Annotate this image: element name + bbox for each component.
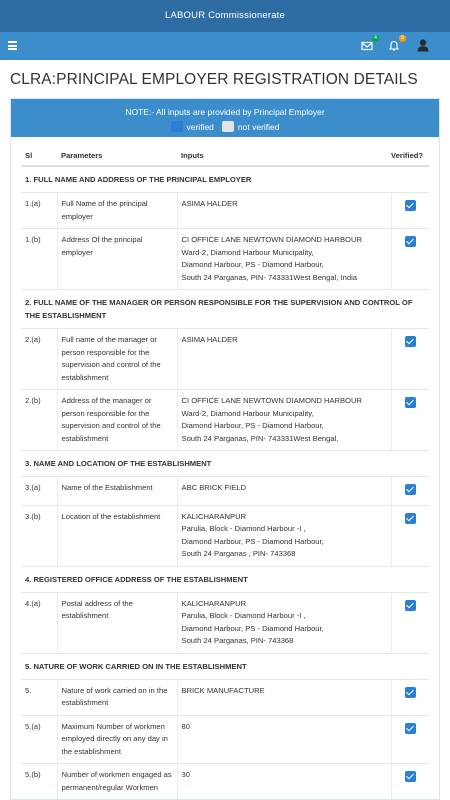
app-title-bar — [0, 0, 450, 32]
table-row — [21, 764, 429, 800]
row-verified-cell — [391, 505, 429, 566]
row-serial: 1.(b) — [21, 229, 57, 290]
table-row — [21, 477, 429, 506]
verified-swatch — [171, 121, 183, 132]
row-input: ASIMA HALDER — [177, 193, 391, 229]
note-banner — [11, 99, 439, 137]
row-input: ASIMA HALDER — [177, 329, 391, 390]
row-serial: 2.(a) — [21, 329, 57, 390]
mail-count-badge: 4 — [372, 35, 379, 42]
row-input: 30 — [177, 764, 391, 800]
section-row — [21, 653, 429, 679]
verified-checkbox[interactable] — [405, 687, 416, 698]
row-serial: 1.(a) — [21, 193, 57, 229]
table-row — [21, 390, 429, 451]
section-row — [21, 566, 429, 592]
table-header-row — [21, 146, 429, 166]
row-verified-cell — [391, 592, 429, 653]
column-header-sl: Sl — [21, 146, 57, 166]
row-input: BRICK MANUFACTURE — [177, 679, 391, 715]
verified-checkbox[interactable] — [405, 336, 416, 347]
notification-count-badge: 9 — [399, 35, 406, 42]
section-title: 4. REGISTERED OFFICE ADDRESS OF THE ESTABLISHMENT — [21, 566, 429, 592]
row-parameter: Nature of work carried on in the establishment — [57, 679, 177, 715]
bell-icon[interactable] — [388, 35, 404, 53]
mail-icon[interactable] — [361, 35, 377, 53]
section-title: 2. FULL NAME OF THE MANAGER OR PERSON RESPONSIBLE FOR THE SUPERVISION AND CONTROL OF THE ESTABLISHMENT — [21, 290, 429, 329]
verified-checkbox[interactable] — [405, 600, 416, 611]
notification-bell-icon — [388, 40, 400, 52]
not-verified-label: not verified — [237, 121, 280, 132]
table-row — [21, 229, 429, 290]
row-parameter: Full name of the manager or person responsible for the supervision and control of the establishment — [57, 329, 177, 390]
row-parameter: Number of workmen engaged as permanent/regular Workmen — [57, 764, 177, 800]
row-input: CI OFFICE LANE NEWTOWN DIAMOND HARBOUR Ward-2, Diamond Harbour Municipality, Diamond Harbour, PS - Diamond Harbour, South 24 Parganas, PIN- 743331West Bengal, — [177, 390, 391, 451]
row-parameter: Address Of the principal employer — [57, 229, 177, 290]
verified-checkbox[interactable] — [405, 236, 416, 247]
table-row — [21, 715, 429, 764]
table-row — [21, 592, 429, 653]
note-text: NOTE:- All inputs are provided by Principal Employer — [125, 107, 325, 117]
table-row — [21, 505, 429, 566]
row-parameter: Name of the Establishment — [57, 477, 177, 506]
row-parameter: Postal address of the establishment — [57, 592, 177, 653]
verified-checkbox[interactable] — [405, 771, 416, 782]
row-verified-cell — [391, 390, 429, 451]
row-serial: 5.(a) — [21, 715, 57, 764]
row-verified-cell — [391, 679, 429, 715]
column-header-inputs: Inputs — [177, 146, 391, 166]
row-verified-cell — [391, 229, 429, 290]
row-input: 80 — [177, 715, 391, 764]
row-serial: 5. — [21, 679, 57, 715]
table-row — [21, 329, 429, 390]
verified-checkbox[interactable] — [405, 200, 416, 211]
verified-checkbox[interactable] — [405, 484, 416, 495]
section-title: 5. NATURE OF WORK CARRIED ON IN THE ESTABLISHMENT — [21, 653, 429, 679]
column-header-verified: Verified? — [391, 146, 429, 166]
column-header-parameters: Parameters — [57, 146, 177, 166]
row-serial: 5.(b) — [21, 764, 57, 800]
row-verified-cell — [391, 764, 429, 800]
row-serial: 4.(a) — [21, 592, 57, 653]
row-input: KALICHARANPUR Parulia, Block - Diamond Harbour -I , Diamond Harbour, PS - Diamond Harbour, South 24 Parganas, PIN- 743368 — [177, 592, 391, 653]
app-title: LABOUR Commissionerate — [164, 10, 286, 21]
page-title: CLRA:PRINCIPAL EMPLOYER REGISTRATION DETAILS — [10, 71, 418, 88]
section-title: 3. NAME AND LOCATION OF THE ESTABLISHMENT — [21, 451, 429, 477]
verified-checkbox[interactable] — [405, 513, 416, 524]
row-input: CI OFFICE LANE NEWTOWN DIAMOND HARBOUR Ward-2, Diamond Harbour Municipality, Diamond Harbour, PS - Diamond Harbour, South 24 Parganas, PIN- 743331West Bengal, India — [177, 229, 391, 290]
row-serial: 3.(a) — [21, 477, 57, 506]
row-verified-cell — [391, 193, 429, 229]
not-verified-swatch — [222, 121, 234, 132]
details-table — [21, 146, 429, 799]
verification-legend — [11, 121, 439, 132]
envelope-icon — [361, 40, 373, 52]
avatar — [416, 38, 430, 52]
row-parameter: Maximum Number of workmen employed directly on any day in the establishment — [57, 715, 177, 764]
section-row — [21, 290, 429, 329]
row-verified-cell — [391, 329, 429, 390]
table-row — [21, 679, 429, 715]
section-row — [21, 166, 429, 193]
row-parameter: Address of the manager or person responsible for the supervision and control of the establishment — [57, 390, 177, 451]
row-verified-cell — [391, 477, 429, 506]
table-row — [21, 193, 429, 229]
row-input: ABC BRICK FIELD — [177, 477, 391, 506]
navbar — [0, 32, 450, 60]
user-avatar-icon[interactable] — [416, 38, 431, 53]
row-verified-cell — [391, 715, 429, 764]
hamburger-menu-icon[interactable] — [8, 41, 17, 49]
row-parameter: Location of the establishment — [57, 505, 177, 566]
section-row — [21, 451, 429, 477]
verified-checkbox[interactable] — [405, 397, 416, 408]
section-title: 1. FULL NAME AND ADDRESS OF THE PRINCIPAL EMPLOYER — [21, 166, 429, 193]
verified-label: verified — [186, 121, 214, 132]
row-input: KALICHARANPUR Parulia, Block - Diamond Harbour -I , Diamond Harbour, PS - Diamond Harbour, South 24 Parganas , PIN- 743368 — [177, 505, 391, 566]
row-parameter: Full Name of the principal employer — [57, 193, 177, 229]
verified-checkbox[interactable] — [405, 723, 416, 734]
row-serial: 3.(b) — [21, 505, 57, 566]
row-serial: 2.(b) — [21, 390, 57, 451]
registration-details-panel — [10, 98, 440, 800]
